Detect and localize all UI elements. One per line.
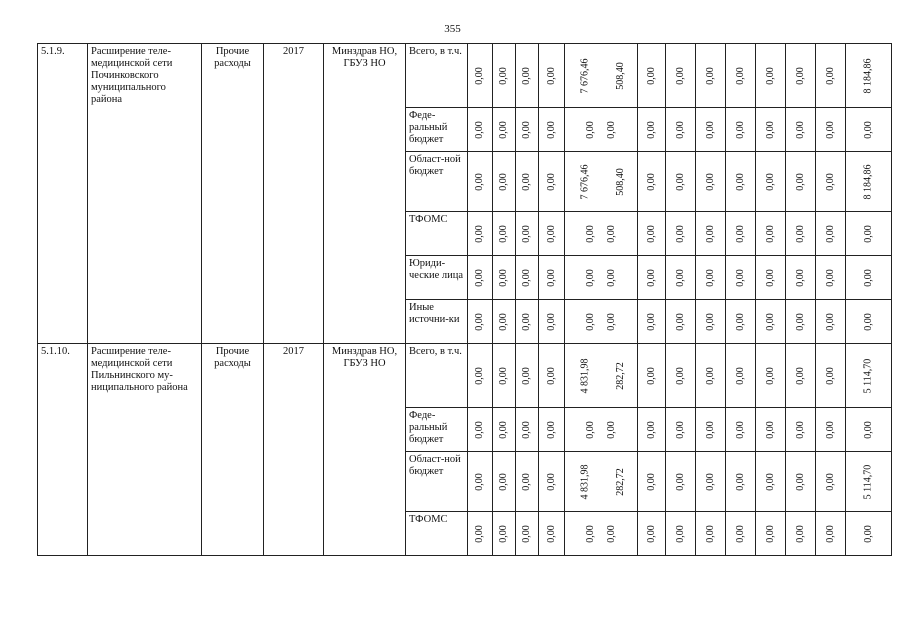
cell-value: 0,00 <box>794 224 806 243</box>
cell-value: 0,00 <box>794 268 806 287</box>
value-cell <box>666 300 696 344</box>
cell-value: 0,00 <box>584 224 596 243</box>
cell-value: 0,00 <box>764 524 776 543</box>
cell-value: 0,00 <box>734 224 746 243</box>
value-cell <box>786 344 816 408</box>
cell-value: 0,00 <box>645 524 657 543</box>
cell-value: 0,00 <box>584 312 596 331</box>
value-cell <box>846 300 892 344</box>
cell-value: 7 676,46 <box>579 58 591 93</box>
cell-value: 0,00 <box>645 366 657 385</box>
cell-value: 0,00 <box>474 420 485 439</box>
project-executor: Минздрав НО, ГБУЗ НО <box>324 44 406 344</box>
value-cell <box>539 108 565 152</box>
cell-value: 0,00 <box>498 66 509 85</box>
value-cell <box>786 44 816 108</box>
value-cell <box>516 256 539 300</box>
cell-value: 0,00 <box>734 312 746 331</box>
cell-value: 0,00 <box>474 268 485 287</box>
value-cell <box>756 152 786 212</box>
cell-value: 0,00 <box>605 120 617 139</box>
cell-value: 0,00 <box>764 420 776 439</box>
cell-value: 0,00 <box>704 224 716 243</box>
cell-value: 0,00 <box>545 524 557 543</box>
value-cell <box>468 212 493 256</box>
funding-source: Юриди-ческие лица <box>406 256 468 300</box>
value-cell-merged <box>565 256 638 300</box>
value-cell <box>726 408 756 452</box>
budget-table <box>37 43 892 556</box>
cell-value: 0,00 <box>521 120 532 139</box>
cell-value: 0,00 <box>674 366 686 385</box>
value-cell <box>638 256 666 300</box>
cell-value: 0,00 <box>824 472 836 491</box>
value-cell <box>468 408 493 452</box>
cell-value: 0,00 <box>734 172 746 191</box>
cell-value: 4 831,98 <box>579 464 591 499</box>
cell-value: 0,00 <box>764 66 776 85</box>
value-cell <box>756 44 786 108</box>
cell-value: 0,00 <box>704 268 716 287</box>
cell-value: 0,00 <box>862 224 874 243</box>
cell-value: 0,00 <box>498 312 509 331</box>
value-cell <box>516 512 539 556</box>
value-cell <box>756 344 786 408</box>
value-cell <box>846 152 892 212</box>
cell-value: 0,00 <box>824 224 836 243</box>
value-cell-merged <box>565 44 638 108</box>
value-cell <box>516 152 539 212</box>
value-cell-merged <box>565 108 638 152</box>
project-code: 5.1.10. <box>38 344 88 556</box>
value-cell <box>666 408 696 452</box>
value-cell-merged <box>565 512 638 556</box>
value-cell <box>539 452 565 512</box>
cell-value: 0,00 <box>521 420 532 439</box>
cell-value: 0,00 <box>704 420 716 439</box>
value-cell <box>539 152 565 212</box>
cell-value: 0,00 <box>584 420 596 439</box>
cell-value: 0,00 <box>764 268 776 287</box>
cell-value: 0,00 <box>474 66 485 85</box>
funding-source: Всего, в т.ч. <box>406 344 468 408</box>
value-cell <box>539 408 565 452</box>
value-cell <box>493 408 516 452</box>
cell-value: 0,00 <box>474 224 485 243</box>
value-cell <box>493 152 516 212</box>
value-cell <box>696 212 726 256</box>
value-cell <box>816 512 846 556</box>
cell-value: 0,00 <box>545 224 557 243</box>
value-cell <box>726 256 756 300</box>
value-cell <box>539 300 565 344</box>
cell-value: 0,00 <box>704 172 716 191</box>
cell-value: 0,00 <box>764 224 776 243</box>
value-cell <box>786 300 816 344</box>
value-cell <box>696 452 726 512</box>
cell-value: 0,00 <box>521 524 532 543</box>
cell-value: 0,00 <box>824 120 836 139</box>
value-cell <box>666 152 696 212</box>
cell-value: 0,00 <box>794 312 806 331</box>
cell-value: 0,00 <box>824 268 836 287</box>
value-cell <box>756 512 786 556</box>
value-cell <box>468 512 493 556</box>
value-cell <box>726 44 756 108</box>
value-cell <box>756 452 786 512</box>
project-year: 2017 <box>264 344 324 556</box>
value-cell <box>846 44 892 108</box>
funding-source: Всего, в т.ч. <box>406 44 468 108</box>
value-cell <box>726 300 756 344</box>
value-cell <box>468 108 493 152</box>
cell-value: 0,00 <box>605 224 617 243</box>
value-cell <box>493 344 516 408</box>
funding-source: Област-ной бюджет <box>406 452 468 512</box>
value-cell <box>816 344 846 408</box>
value-cell <box>786 108 816 152</box>
value-cell <box>696 108 726 152</box>
cell-value: 0,00 <box>645 66 657 85</box>
cell-value: 0,00 <box>764 472 776 491</box>
cell-value: 282,72 <box>614 361 626 390</box>
value-cell <box>493 108 516 152</box>
cell-value: 0,00 <box>474 472 485 491</box>
cell-value: 0,00 <box>674 312 686 331</box>
cell-value: 0,00 <box>474 172 485 191</box>
cell-value: 0,00 <box>545 172 557 191</box>
value-cell <box>786 408 816 452</box>
value-cell <box>539 512 565 556</box>
cell-value: 0,00 <box>605 312 617 331</box>
cell-value: 0,00 <box>674 420 686 439</box>
cell-value: 0,00 <box>605 524 617 543</box>
cell-value: 0,00 <box>734 66 746 85</box>
cell-value: 5 114,70 <box>862 358 874 393</box>
cell-value: 0,00 <box>498 268 509 287</box>
cell-value: 0,00 <box>794 524 806 543</box>
cell-value: 0,00 <box>545 420 557 439</box>
value-cell <box>468 152 493 212</box>
value-cell <box>696 300 726 344</box>
cell-value: 0,00 <box>545 312 557 331</box>
value-cell <box>638 512 666 556</box>
value-cell <box>846 512 892 556</box>
value-cell-merged <box>565 344 638 408</box>
cell-value: 0,00 <box>734 366 746 385</box>
value-cell <box>846 344 892 408</box>
value-cell <box>468 44 493 108</box>
value-cell <box>516 44 539 108</box>
value-cell <box>696 512 726 556</box>
cell-value: 0,00 <box>474 120 485 139</box>
cell-value: 0,00 <box>521 268 532 287</box>
cell-value: 4 831,98 <box>579 358 591 393</box>
value-cell-merged <box>565 152 638 212</box>
value-cell <box>726 512 756 556</box>
cell-value: 0,00 <box>764 366 776 385</box>
cell-value: 0,00 <box>605 268 617 287</box>
value-cell <box>638 408 666 452</box>
cell-value: 0,00 <box>704 120 716 139</box>
cell-value: 0,00 <box>862 312 874 331</box>
cell-value: 0,00 <box>498 472 509 491</box>
value-cell <box>786 256 816 300</box>
value-cell <box>846 212 892 256</box>
cell-value: 0,00 <box>824 366 836 385</box>
value-cell <box>539 212 565 256</box>
value-cell <box>638 344 666 408</box>
cell-value: 0,00 <box>645 224 657 243</box>
cell-value: 508,40 <box>614 61 626 90</box>
cell-value: 0,00 <box>521 312 532 331</box>
cell-value: 0,00 <box>764 120 776 139</box>
value-cell <box>786 512 816 556</box>
value-cell <box>516 300 539 344</box>
cell-value: 0,00 <box>764 312 776 331</box>
cell-value: 0,00 <box>794 120 806 139</box>
value-cell <box>493 452 516 512</box>
cell-value: 0,00 <box>498 524 509 543</box>
cell-value: 0,00 <box>734 120 746 139</box>
value-cell <box>638 300 666 344</box>
cell-value: 0,00 <box>704 524 716 543</box>
cell-value: 0,00 <box>521 366 532 385</box>
cell-value: 8 184,86 <box>862 164 874 199</box>
cell-value: 0,00 <box>584 120 596 139</box>
value-cell <box>816 300 846 344</box>
cell-value: 0,00 <box>584 268 596 287</box>
value-cell <box>666 256 696 300</box>
funding-source: Феде-ральный бюджет <box>406 408 468 452</box>
table-row <box>38 344 892 408</box>
cell-value: 8 184,86 <box>862 58 874 93</box>
cell-value: 0,00 <box>862 524 874 543</box>
cell-value: 0,00 <box>824 66 836 85</box>
cell-value: 0,00 <box>521 224 532 243</box>
value-cell <box>726 452 756 512</box>
value-cell <box>816 44 846 108</box>
cell-value: 0,00 <box>498 172 509 191</box>
cell-value: 0,00 <box>645 312 657 331</box>
value-cell <box>816 212 846 256</box>
cell-value: 0,00 <box>734 524 746 543</box>
expense-type: Прочие расходы <box>202 44 264 344</box>
cell-value: 0,00 <box>674 172 686 191</box>
value-cell-merged <box>565 408 638 452</box>
value-cell <box>846 256 892 300</box>
value-cell <box>786 212 816 256</box>
value-cell <box>786 452 816 512</box>
cell-value: 0,00 <box>674 120 686 139</box>
value-cell <box>756 300 786 344</box>
value-cell <box>846 452 892 512</box>
value-cell <box>493 512 516 556</box>
value-cell <box>638 452 666 512</box>
value-cell <box>468 256 493 300</box>
cell-value: 0,00 <box>474 524 485 543</box>
value-cell <box>516 108 539 152</box>
page-number: 355 <box>444 23 461 35</box>
cell-value: 0,00 <box>794 472 806 491</box>
table-row <box>38 44 892 108</box>
value-cell <box>756 256 786 300</box>
value-cell <box>666 512 696 556</box>
cell-value: 0,00 <box>545 120 557 139</box>
cell-value: 0,00 <box>498 366 509 385</box>
cell-value: 0,00 <box>645 120 657 139</box>
cell-value: 0,00 <box>862 268 874 287</box>
cell-value: 7 676,46 <box>579 164 591 199</box>
cell-value: 0,00 <box>824 172 836 191</box>
cell-value: 0,00 <box>794 420 806 439</box>
value-cell-merged <box>565 452 638 512</box>
value-cell <box>816 108 846 152</box>
value-cell <box>696 256 726 300</box>
cell-value: 0,00 <box>704 366 716 385</box>
value-cell <box>726 344 756 408</box>
cell-value: 0,00 <box>545 268 557 287</box>
value-cell <box>516 212 539 256</box>
cell-value: 0,00 <box>794 366 806 385</box>
value-cell <box>786 152 816 212</box>
funding-source: ТФОМС <box>406 512 468 556</box>
project-executor: Минздрав НО, ГБУЗ НО <box>324 344 406 556</box>
value-cell <box>666 452 696 512</box>
project-code: 5.1.9. <box>38 44 88 344</box>
cell-value: 0,00 <box>674 524 686 543</box>
value-cell <box>726 152 756 212</box>
cell-value: 0,00 <box>764 172 776 191</box>
value-cell <box>638 44 666 108</box>
cell-value: 0,00 <box>674 224 686 243</box>
value-cell <box>756 108 786 152</box>
value-cell-merged <box>565 300 638 344</box>
value-cell <box>756 212 786 256</box>
value-cell <box>493 300 516 344</box>
value-cell <box>516 452 539 512</box>
cell-value: 0,00 <box>704 66 716 85</box>
value-cell <box>756 408 786 452</box>
project-name: Расширение теле-медицинской сети Починковского муниципального района <box>88 44 202 344</box>
cell-value: 0,00 <box>545 366 557 385</box>
value-cell <box>846 408 892 452</box>
value-cell <box>516 408 539 452</box>
cell-value: 0,00 <box>704 312 716 331</box>
cell-value: 0,00 <box>521 66 532 85</box>
funding-source: ТФОМС <box>406 212 468 256</box>
cell-value: 0,00 <box>674 472 686 491</box>
value-cell <box>846 108 892 152</box>
cell-value: 0,00 <box>824 312 836 331</box>
cell-value: 0,00 <box>794 172 806 191</box>
cell-value: 5 114,70 <box>862 464 874 499</box>
cell-value: 0,00 <box>824 524 836 543</box>
value-cell <box>666 212 696 256</box>
cell-value: 0,00 <box>521 172 532 191</box>
value-cell <box>696 44 726 108</box>
cell-value: 0,00 <box>545 66 557 85</box>
cell-value: 0,00 <box>645 420 657 439</box>
value-cell <box>666 344 696 408</box>
value-cell <box>816 452 846 512</box>
cell-value: 0,00 <box>734 472 746 491</box>
value-cell <box>726 212 756 256</box>
value-cell <box>816 152 846 212</box>
value-cell <box>816 408 846 452</box>
cell-value: 0,00 <box>521 472 532 491</box>
cell-value: 0,00 <box>862 420 874 439</box>
value-cell <box>638 212 666 256</box>
value-cell-merged <box>565 212 638 256</box>
cell-value: 0,00 <box>704 472 716 491</box>
cell-value: 0,00 <box>584 524 596 543</box>
value-cell <box>638 152 666 212</box>
funding-source: Иные источни-ки <box>406 300 468 344</box>
value-cell <box>696 408 726 452</box>
funding-source: Феде-ральный бюджет <box>406 108 468 152</box>
value-cell <box>666 44 696 108</box>
value-cell <box>493 44 516 108</box>
cell-value: 0,00 <box>645 172 657 191</box>
cell-value: 0,00 <box>674 268 686 287</box>
value-cell <box>726 108 756 152</box>
cell-value: 0,00 <box>862 120 874 139</box>
value-cell <box>539 344 565 408</box>
value-cell <box>816 256 846 300</box>
project-year: 2017 <box>264 44 324 344</box>
value-cell <box>493 212 516 256</box>
value-cell <box>468 452 493 512</box>
funding-source: Област-ной бюджет <box>406 152 468 212</box>
cell-value: 0,00 <box>474 366 485 385</box>
cell-value: 0,00 <box>674 66 686 85</box>
value-cell <box>638 108 666 152</box>
value-cell <box>468 300 493 344</box>
cell-value: 282,72 <box>614 467 626 496</box>
cell-value: 0,00 <box>498 224 509 243</box>
cell-value: 0,00 <box>498 420 509 439</box>
cell-value: 508,40 <box>614 167 626 196</box>
value-cell <box>539 256 565 300</box>
cell-value: 0,00 <box>734 268 746 287</box>
expense-type: Прочие расходы <box>202 344 264 556</box>
cell-value: 0,00 <box>824 420 836 439</box>
value-cell <box>516 344 539 408</box>
cell-value: 0,00 <box>474 312 485 331</box>
value-cell <box>696 152 726 212</box>
value-cell <box>696 344 726 408</box>
value-cell <box>468 344 493 408</box>
value-cell <box>493 256 516 300</box>
cell-value: 0,00 <box>605 420 617 439</box>
cell-value: 0,00 <box>794 66 806 85</box>
cell-value: 0,00 <box>498 120 509 139</box>
cell-value: 0,00 <box>734 420 746 439</box>
value-cell <box>539 44 565 108</box>
value-cell <box>666 108 696 152</box>
cell-value: 0,00 <box>545 472 557 491</box>
project-name: Расширение теле-медицинской сети Пильнинского му-ниципального района <box>88 344 202 556</box>
cell-value: 0,00 <box>645 268 657 287</box>
cell-value: 0,00 <box>645 472 657 491</box>
